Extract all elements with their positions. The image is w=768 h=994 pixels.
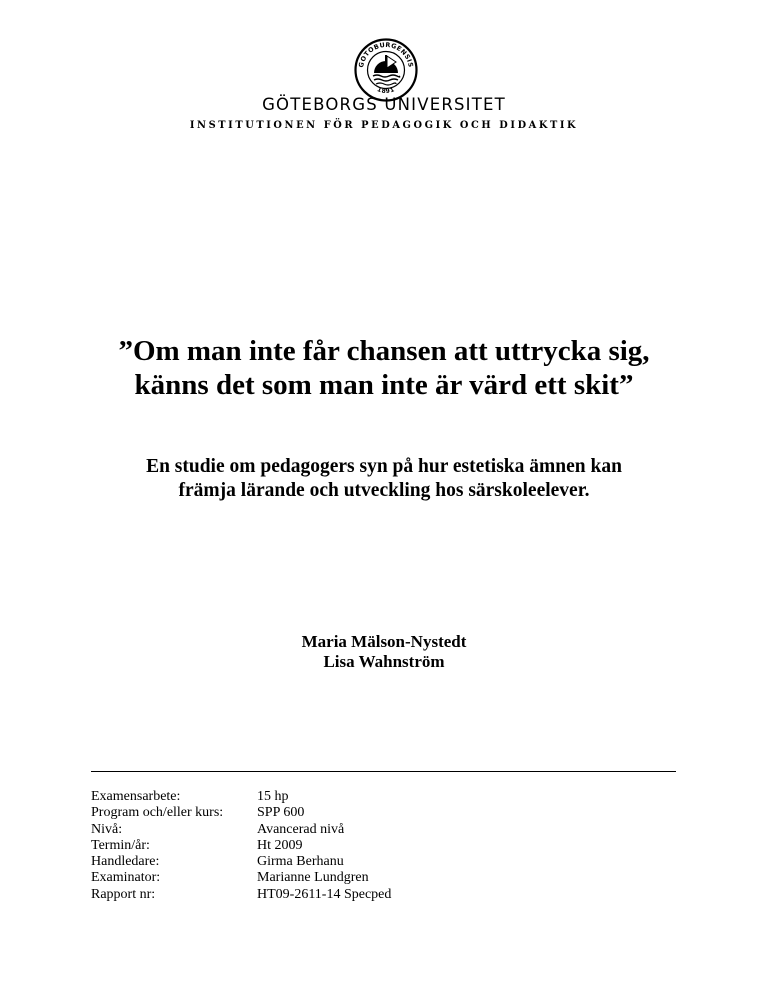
university-name: GÖTEBORGS UNIVERSITET [262, 95, 506, 114]
thesis-subtitle [0, 455, 768, 503]
thesis-title [0, 334, 768, 402]
author-name: Lisa Wahnström [323, 652, 445, 671]
metadata-label: Rapport nr: [91, 886, 156, 902]
thesis-title-line: ”Om man inte får chansen att uttrycka sig, [118, 335, 650, 367]
seal-emblem [373, 55, 400, 85]
department-name: INSTITUTIONEN FÖR PEDAGOGIK OCH DIDAKTIK [189, 120, 579, 131]
metadata-row [91, 822, 391, 838]
metadata-row [91, 887, 391, 903]
metadata-value: 15 hp [257, 789, 289, 804]
metadata-row [91, 870, 391, 886]
metadata-label: Nivå: [91, 821, 123, 837]
svg-text:1891 [376, 86, 396, 95]
metadata-value: Girma Berhanu [257, 854, 344, 870]
metadata-row [91, 854, 391, 870]
metadata-value: Marianne Lundgren [257, 870, 369, 886]
metadata-label: Handledare: [91, 854, 160, 870]
thesis-metadata [91, 789, 391, 903]
university-seal-icon [354, 38, 418, 102]
metadata-value: Ht 2009 [257, 837, 303, 853]
metadata-label: Examensarbete: [91, 789, 181, 804]
metadata-value: HT09-2611-14 Specped [257, 886, 392, 902]
divider [91, 771, 676, 772]
metadata-row [91, 838, 391, 854]
author-name: Maria Mälson-Nystedt [301, 632, 467, 651]
author-list [0, 632, 768, 672]
thesis-subtitle-line: främja lärande och utveckling hos särskoleelever. [178, 480, 590, 501]
seal-year-text: 1891 [375, 86, 397, 96]
metadata-row [91, 805, 391, 821]
metadata-value: Avancerad nivå [257, 821, 345, 837]
seal-motto-text: GOTOBURGENSIS [357, 40, 415, 69]
metadata-row [91, 789, 391, 805]
metadata-label: Termin/år: [91, 837, 150, 853]
metadata-label: Examinator: [91, 870, 161, 886]
metadata-value: SPP 600 [257, 805, 305, 821]
metadata-label: Program och/eller kurs: [91, 805, 224, 821]
thesis-subtitle-line: En studie om pedagogers syn på hur estetiska ämnen kan [146, 456, 622, 477]
thesis-title-line: känns det som man inte är värd ett skit” [134, 369, 634, 401]
